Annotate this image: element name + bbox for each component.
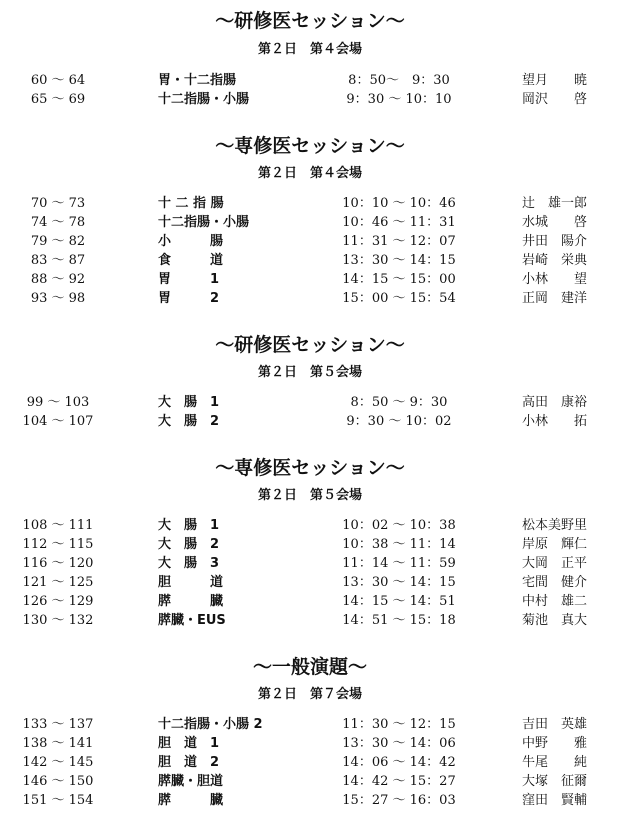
chairperson-name: 中野 雅 [522,736,588,751]
section-subtitle: 第２日 第５会場 [257,365,362,380]
session-topic: 胆 道 2 [158,755,220,770]
abstract-number-range: 126 〜 129 [22,594,94,609]
schedule-row [0,592,620,611]
session-time: 11：31 〜 12：07 [342,234,456,249]
session-time: 14：15 〜 15：00 [342,272,456,287]
chairperson-name: 大塚 征爾 [522,774,588,789]
abstract-number-range: 99 〜 103 [26,395,90,410]
session-topic: 十二指腸・小腸 2 [158,717,263,732]
schedule-row [0,611,620,630]
session-time: 13：30 〜 14：15 [342,575,456,590]
session-topic: 膵 臓 [158,793,224,808]
section-title: 〜研修医セッション〜 [215,10,405,32]
session-time: 14：06 〜 14：42 [342,755,456,770]
abstract-number-range: 116 〜 120 [22,556,94,571]
schedule-row [0,734,620,753]
abstract-number-range: 112 〜 115 [22,537,94,552]
chairperson-name: 宅間 健介 [522,575,588,590]
chairperson-name: 辻 雄一郎 [522,196,588,211]
abstract-number-range: 83 〜 87 [30,253,86,268]
section-title: 〜研修医セッション〜 [215,334,405,356]
session-time: 14：15 〜 14：51 [342,594,456,609]
schedule-row [0,71,620,90]
chairperson-name: 菊池 真大 [522,613,588,628]
chairperson-name: 正岡 建洋 [522,291,588,306]
session-time: 13：30 〜 14：06 [342,736,456,751]
schedule-row [0,412,620,431]
schedule-row [0,194,620,213]
schedule-row [0,573,620,592]
abstract-number-range: 93 〜 98 [30,291,86,306]
session-topic: 大 腸 1 [158,395,220,410]
schedule-row [0,270,620,289]
session-topic: 膵 臓 [158,594,224,609]
session-time: 10：02 〜 10：38 [342,518,456,533]
abstract-number-range: 65 〜 69 [30,92,86,107]
session-topic: 胃 2 [158,291,220,306]
schedule-row [0,289,620,308]
abstract-number-range: 138 〜 141 [22,736,94,751]
session-topic: 膵臓・EUS [158,613,226,628]
chairperson-name: 小林 望 [522,272,588,287]
session-topic: 小 腸 [158,234,224,249]
abstract-number-range: 70 〜 73 [30,196,86,211]
chairperson-name: 岡沢 啓 [522,92,588,107]
session-time: 11：30 〜 12：15 [342,717,456,732]
section-title: 〜専修医セッション〜 [215,457,405,479]
schedule-row [0,753,620,772]
abstract-number-range: 74 〜 78 [30,215,86,230]
session-time: 10：46 〜 11：31 [342,215,456,230]
session-topic: 膵臓・胆道 [158,774,224,789]
chairperson-name: 窪田 賢輔 [522,793,588,808]
session-topic: 大 腸 2 [158,537,220,552]
session-time: 9：30 〜 10：10 [346,92,452,107]
schedule-row [0,213,620,232]
abstract-number-range: 121 〜 125 [22,575,94,590]
session-topic: 胃 1 [158,272,220,287]
schedule-row [0,516,620,535]
session-topic: 十二指腸・小腸 [158,92,250,107]
chairperson-name: 岩崎 栄典 [522,253,588,268]
session-time: 15：00 〜 15：54 [342,291,456,306]
chairperson-name: 高田 康裕 [522,395,588,410]
chairperson-name: 吉田 英雄 [522,717,588,732]
session-topic: 大 腸 2 [158,414,220,429]
schedule-row [0,715,620,734]
abstract-number-range: 130 〜 132 [22,613,94,628]
section-subtitle: 第２日 第４会場 [257,166,362,181]
section-subtitle: 第２日 第７会場 [257,687,362,702]
abstract-number-range: 146 〜 150 [22,774,94,789]
session-time: 9：30 〜 10：02 [346,414,452,429]
abstract-number-range: 133 〜 137 [22,717,94,732]
session-time: 15：27 〜 16：03 [342,793,456,808]
schedule-row [0,251,620,270]
abstract-number-range: 108 〜 111 [22,518,94,533]
schedule-row [0,232,620,251]
chairperson-name: 水城 啓 [522,215,588,230]
session-time: 14：42 〜 15：27 [342,774,456,789]
session-topic: 十二指腸・小腸 [158,215,250,230]
session-topic: 十 二 指 腸 [158,196,224,211]
session-topic: 大 腸 1 [158,518,220,533]
schedule-row [0,535,620,554]
section-subtitle: 第２日 第５会場 [257,488,362,503]
abstract-number-range: 60 〜 64 [30,73,86,88]
schedule-row [0,554,620,573]
schedule-row [0,393,620,412]
chairperson-name: 小林 拓 [522,414,588,429]
chairperson-name: 望月 暁 [522,73,588,88]
schedule-row [0,772,620,791]
chairperson-name: 中村 雄二 [522,594,588,609]
session-time: 10：38 〜 11：14 [342,537,456,552]
session-time: 14：51 〜 15：18 [342,613,456,628]
chairperson-name: 岸原 輝仁 [522,537,588,552]
session-topic: 大 腸 3 [158,556,220,571]
session-time: 10：10 〜 10：46 [342,196,456,211]
session-time: 13：30 〜 14：15 [342,253,456,268]
abstract-number-range: 88 〜 92 [30,272,86,287]
abstract-number-range: 79 〜 82 [30,234,86,249]
section-title: 〜一般演題〜 [252,656,367,678]
schedule-row [0,90,620,109]
session-time: 11：14 〜 11：59 [342,556,456,571]
session-topic: 食 道 [158,253,224,268]
section-subtitle: 第２日 第４会場 [257,42,362,57]
session-time: 8：50 〜 9：30 [350,395,448,410]
chairperson-name: 大岡 正平 [522,556,588,571]
session-topic: 胆 道 1 [158,736,220,751]
session-time: 8：50〜 9：30 [348,73,450,88]
abstract-number-range: 142 〜 145 [22,755,94,770]
chairperson-name: 井田 陽介 [522,234,588,249]
schedule-row [0,791,620,810]
chairperson-name: 牛尾 純 [522,755,588,770]
session-topic: 胆 道 [158,575,224,590]
chairperson-name: 松本美野里 [522,518,588,533]
session-topic: 胃・十二指腸 [158,73,237,88]
abstract-number-range: 104 〜 107 [22,414,94,429]
abstract-number-range: 151 〜 154 [22,793,94,808]
section-title: 〜専修医セッション〜 [215,135,405,157]
